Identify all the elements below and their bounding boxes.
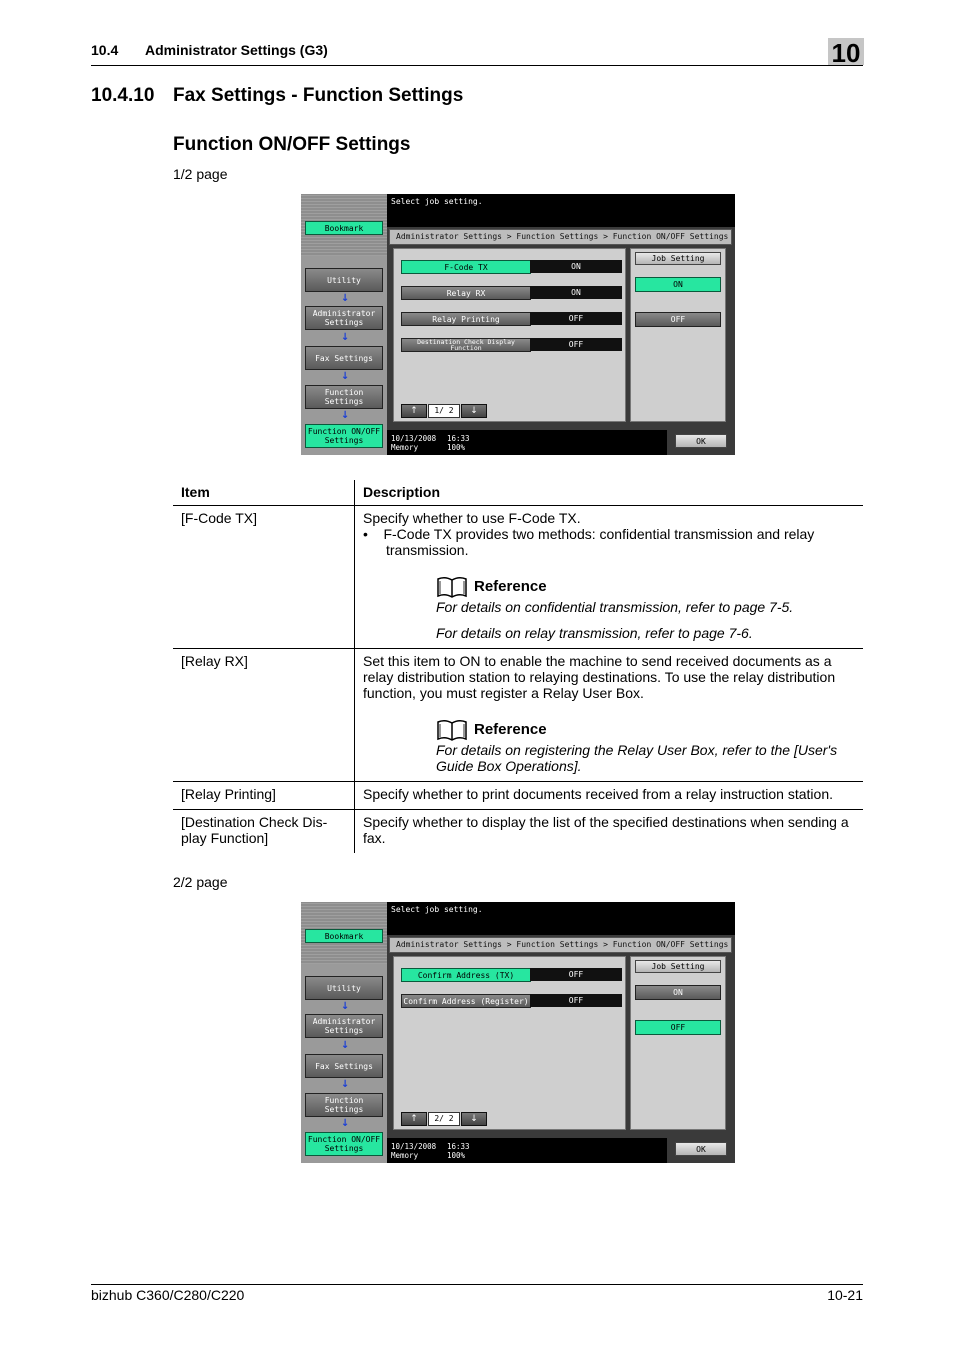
row-description: Specify whether to print documents received from a relay instruction station. [355,782,864,810]
screen-message: Select job setting. [387,902,735,935]
heading-number: 10.4.10 [91,85,155,106]
control-panel-screen-1 [301,194,735,455]
row-item: [Destination Check Dis-play Function] [173,810,355,854]
nav-utility-button[interactable]: Utility [305,268,383,292]
column-header-description: Description [355,480,864,506]
nav-function-onoff-button[interactable]: Function ON/OFF Settings [305,1132,383,1156]
on-button[interactable]: ON [635,985,721,1000]
settings-description-table [173,480,863,853]
reference-label: Reference [474,721,547,738]
reference-label: Reference [474,578,547,595]
description-text: Specify whether to use F-Code TX. [363,510,581,526]
arrow-down-icon: ↓ [341,371,350,382]
book-icon [436,576,468,598]
table-row [173,782,863,810]
column-header-item: Item [173,480,355,506]
description-bullet: • F-Code TX provides two methods: confidential transmission and relay transmission. [363,526,815,558]
heading-title: Fax Settings - Function Settings [173,85,464,106]
status-date: 10/13/2008 [391,1142,437,1151]
reference-heading [436,719,855,741]
screen-breadcrumb: Administrator Settings > Function Settings > Function ON/OFF Settings [389,937,732,953]
arrow-down-icon: ↓ [341,410,350,421]
status-bar [387,1138,667,1163]
status-time: 16:33 [447,1142,470,1151]
row-relay-rx-button[interactable]: Relay RX [401,286,531,300]
bookmark-button[interactable]: Bookmark [305,221,383,235]
on-button[interactable]: ON [635,277,721,292]
screen-breadcrumb: Administrator Settings > Function Settings > Function ON/OFF Settings [389,229,732,245]
header-rule [91,65,863,66]
running-header [91,42,328,58]
nav-function-onoff-button[interactable]: Function ON/OFF Settings [305,424,383,448]
row-item: [Relay RX] [173,649,355,782]
row-destination-check-value: OFF [530,338,622,351]
subheading: Function ON/OFF Settings [173,134,411,155]
table-row [173,506,863,649]
row-description: Specify whether to display the list of the specified destinations when sending a fax. [363,814,849,846]
control-panel-screen-2 [301,902,735,1163]
row-confirm-address-tx-button[interactable]: Confirm Address (TX) [401,968,531,982]
reference-text: For details on registering the Relay User Box, refer to the [User's Guide Box Operations]. [436,742,838,774]
section-title: Administrator Settings (G3) [145,42,328,58]
reference-block [436,719,855,774]
status-memory-value: 100% [447,443,466,452]
reference-block [436,576,855,641]
screen-1-page-label: 1/2 page [173,166,228,182]
nav-admin-button[interactable]: Administrator Settings [305,1014,383,1038]
settings-list-panel [393,248,626,422]
arrow-down-icon: ↓ [341,293,350,304]
nav-function-settings-button[interactable]: Function Settings [305,1093,383,1117]
reference-heading [436,576,855,598]
row-description [355,506,864,649]
bookmark-button[interactable]: Bookmark [305,929,383,943]
page-indicator: 1/ 2 [428,404,460,418]
nav-function-settings-button[interactable]: Function Settings [305,385,383,409]
row-confirm-address-register-value: OFF [530,994,622,1007]
chapter-number-box: 10 [828,38,864,65]
settings-list-panel [393,956,626,1130]
status-date: 10/13/2008 [391,434,437,443]
status-memory-label: Memory [391,1151,419,1160]
nav-fax-settings-button[interactable]: Fax Settings [305,346,383,370]
nav-fax-settings-button[interactable]: Fax Settings [305,1054,383,1078]
row-description [355,649,864,782]
status-memory-value: 100% [447,1151,466,1160]
off-button[interactable]: OFF [635,312,721,327]
footer-rule [91,1284,863,1285]
row-relay-rx-value: ON [530,286,622,299]
job-setting-title: Job Setting [635,960,721,973]
row-confirm-address-tx-value: OFF [530,968,622,981]
row-relay-printing-value: OFF [530,312,622,325]
row-f-code-tx-value: ON [530,260,622,273]
job-setting-title: Job Setting [635,252,721,265]
table-row [173,649,863,782]
job-setting-panel [630,956,726,1130]
off-button[interactable]: OFF [635,1020,721,1035]
page-indicator: 2/ 2 [428,1112,460,1126]
bullet-text: F-Code TX provides two methods: confidential transmission and relay transmission. [383,526,815,558]
arrow-down-icon: ↓ [341,1118,350,1129]
page-down-button[interactable]: ↓ [461,404,487,418]
section-number: 10.4 [91,42,119,58]
row-item: [F-Code TX] [173,506,355,649]
row-f-code-tx-button[interactable]: F-Code TX [401,260,531,274]
row-relay-printing-button[interactable]: Relay Printing [401,312,531,326]
book-icon [436,719,468,741]
arrow-down-icon: ↓ [341,1079,350,1090]
page-title [91,85,463,107]
nav-utility-button[interactable]: Utility [305,976,383,1000]
table-header-row [173,480,863,506]
ok-button[interactable]: OK [675,434,727,448]
arrow-down-icon: ↓ [341,1001,350,1012]
reference-text: For details on relay transmission, refer to page 7-6. [436,625,753,641]
footer-product: bizhub C360/C280/C220 [91,1287,245,1303]
reference-text: For details on confidential transmission, refer to page 7-5. [436,599,794,615]
status-bar [387,430,667,455]
job-setting-panel [630,248,726,422]
row-confirm-address-register-button[interactable]: Confirm Address (Register) [401,994,531,1008]
row-destination-check-button[interactable]: Destination Check Display Function [401,338,531,352]
screen-2-page-label: 2/2 page [173,874,228,890]
table-row [173,810,863,854]
description-text: Set this item to ON to enable the machine to send received documents as a relay distribution station to relaying destinations. To use the relay distribution function, you must register a Relay User Box. [363,653,836,701]
status-time: 16:33 [447,434,470,443]
page-down-button[interactable]: ↓ [461,1112,487,1126]
footer-page-number: 10-21 [827,1287,863,1303]
arrow-down-icon: ↓ [341,332,350,343]
nav-admin-button[interactable]: Administrator Settings [305,306,383,330]
ok-button[interactable]: OK [675,1142,727,1156]
arrow-down-icon: ↓ [341,1040,350,1051]
page-up-button[interactable]: ↑ [401,404,427,418]
row-item: [Relay Printing] [173,782,355,810]
screen-message: Select job setting. [387,194,735,227]
status-memory-label: Memory [391,443,419,452]
page-up-button[interactable]: ↑ [401,1112,427,1126]
